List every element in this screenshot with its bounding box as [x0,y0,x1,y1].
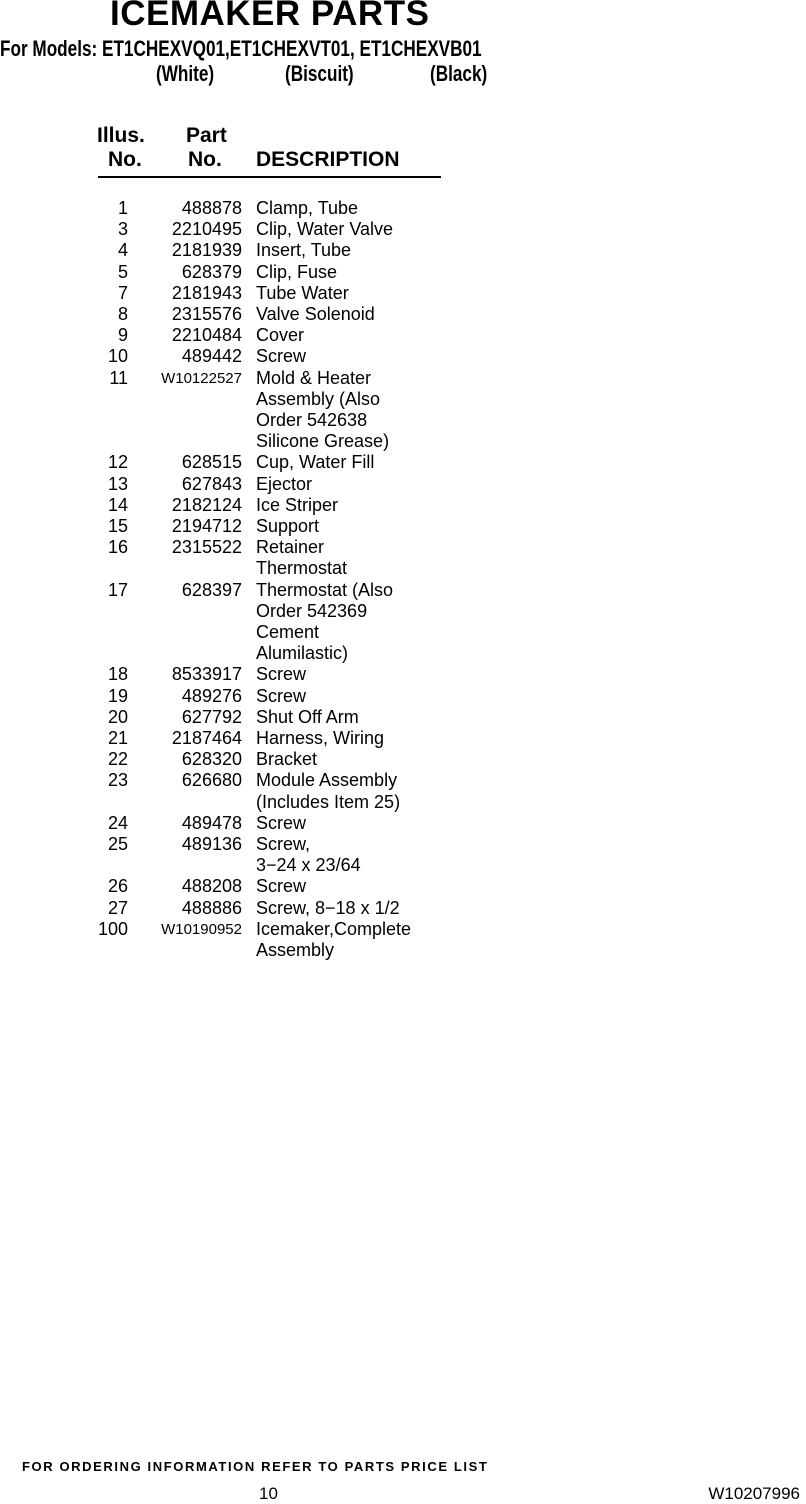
part-description: Ice Striper [256,495,339,515]
part-description: 3−24 x 23/64 [256,855,361,875]
part-description: Screw, 8−18 x 1/2 [256,898,400,918]
part-description: Clamp, Tube [256,198,359,218]
part-number: 2210495 [171,219,242,239]
header-part-no: No. [188,148,222,171]
page-number: 10 [259,1484,278,1503]
parts-row-continuation [0,431,806,452]
part-description: Cover [256,325,305,345]
part-description: Valve Solenoid [256,304,375,324]
part-description: Cup, Water Fill [256,452,375,472]
parts-row [0,495,806,516]
parts-row [0,813,806,834]
illus-number: 8 [117,304,128,324]
part-description: Alumilastic) [256,643,349,663]
parts-row [0,325,806,346]
illus-number: 100 [97,919,128,939]
color-white-label: (White) [156,61,215,86]
illus-number: 27 [107,898,128,918]
part-description: Harness, Wiring [256,728,385,748]
illus-number: 14 [107,495,128,515]
parts-row-continuation [0,940,806,961]
header-part: Part [186,124,227,147]
parts-row [0,728,806,749]
illus-number: 5 [117,262,128,282]
part-description: (Includes Item 25) [256,792,401,812]
part-description: Screw [256,876,307,896]
illus-number: 21 [107,728,128,748]
illus-number: 13 [107,474,128,494]
part-number: 488886 [181,898,242,918]
part-description: Silicone Grease) [256,431,390,451]
illus-number: 3 [117,219,128,239]
parts-row [0,304,806,325]
parts-row [0,452,806,473]
part-number: 628397 [181,580,242,600]
illus-number: 12 [107,452,128,472]
part-number: 2210484 [171,325,242,345]
part-number: 489276 [181,686,242,706]
parts-row [0,749,806,770]
illus-number: 19 [107,686,128,706]
part-number: 2187464 [171,728,242,748]
part-description: Support [256,516,320,536]
illus-number: 9 [117,325,128,345]
part-number: 628515 [181,452,242,472]
part-number: 626680 [181,770,242,790]
illus-number: 1 [117,198,128,218]
part-description: Order 542369 [256,601,368,621]
illus-number: 20 [107,707,128,727]
parts-row-continuation [0,792,806,813]
color-black-label: (Black) [430,61,488,86]
part-number: 2315576 [171,304,242,324]
part-number: W10122527 [161,370,242,387]
parts-row-continuation [0,643,806,664]
parts-row [0,770,806,791]
illus-number: 25 [107,834,128,854]
part-number: 2315522 [171,537,242,557]
part-number: 488208 [181,876,242,896]
part-description: Shut Off Arm [256,707,359,727]
parts-row [0,262,806,283]
illus-number: 22 [107,749,128,769]
part-description: Assembly (Also [256,389,381,409]
part-description: Cement [256,622,320,642]
parts-row [0,898,806,919]
part-description: Screw [256,664,307,684]
color-biscuit-label: (Biscuit) [285,61,354,86]
parts-row-continuation [0,622,806,643]
part-description: Mold & Heater [256,368,372,388]
illus-number: 17 [107,580,128,600]
part-description: Thermostat [256,558,348,578]
part-number: 489442 [181,346,242,366]
part-description: Bracket [256,749,318,769]
illus-number: 23 [107,770,128,790]
models-line: For Models: ET1CHEXVQ01,ET1CHEXVT01, ET1CHEXVB01 [0,36,482,61]
header-description: DESCRIPTION [256,148,400,171]
parts-row [0,516,806,537]
parts-row [0,919,806,940]
part-number: 489136 [181,834,242,854]
part-description: Screw [256,346,307,366]
part-description: Clip, Fuse [256,262,338,282]
part-number: 2181939 [171,240,242,260]
part-description: Module Assembly [256,770,398,790]
part-description: Assembly [256,940,335,960]
part-description: Screw [256,686,307,706]
part-number: 8533917 [171,664,242,684]
illus-number: 26 [107,876,128,896]
part-description: Order 542638 [256,410,368,430]
part-description: Clip, Water Valve [256,219,394,239]
part-description: Insert, Tube [256,240,352,260]
part-number: 489478 [181,813,242,833]
header-illus-no: No. [108,148,142,171]
part-number: 2194712 [171,516,242,536]
part-description: Screw, [256,834,311,854]
illus-number: 24 [107,813,128,833]
parts-row-continuation [0,410,806,431]
parts-row [0,834,806,855]
parts-row [0,876,806,897]
part-number: 2181943 [171,283,242,303]
parts-row [0,240,806,261]
parts-row [0,346,806,367]
parts-row-continuation [0,601,806,622]
part-description: Ejector [256,474,313,494]
part-number: W10190952 [161,921,242,938]
parts-row [0,474,806,495]
parts-row [0,368,806,389]
illus-number: 18 [107,664,128,684]
parts-row-continuation [0,389,806,410]
part-number: 2182124 [171,495,242,515]
part-number: 628320 [181,749,242,769]
part-description: Retainer [256,537,325,557]
illus-number: 4 [117,240,128,260]
parts-row [0,198,806,219]
header-illus: Illus. [97,124,145,147]
parts-row [0,580,806,601]
part-number: 627792 [181,707,242,727]
parts-row [0,686,806,707]
parts-row [0,283,806,304]
illus-number: 16 [107,537,128,557]
part-description: Screw [256,813,307,833]
parts-row [0,537,806,558]
parts-row-continuation [0,558,806,579]
part-description: Tube Water [256,283,349,303]
parts-row [0,664,806,685]
ordering-footer: FOR ORDERING INFORMATION REFER TO PARTS PRICE LIST [22,1459,489,1474]
header-divider [98,176,441,178]
parts-row [0,219,806,240]
part-number: 628379 [181,262,242,282]
part-description: Icemaker,Complete [256,919,412,939]
page-title: ICEMAKER PARTS [110,0,430,33]
illus-number: 11 [109,368,128,388]
illus-number: 10 [107,346,128,366]
part-number: 488878 [181,198,242,218]
parts-row-continuation [0,855,806,876]
illus-number: 15 [107,516,128,536]
parts-row [0,707,806,728]
part-number: 627843 [181,474,242,494]
part-description: Thermostat (Also [256,580,394,600]
document-id: W10207996 [708,1484,800,1503]
illus-number: 7 [117,283,128,303]
